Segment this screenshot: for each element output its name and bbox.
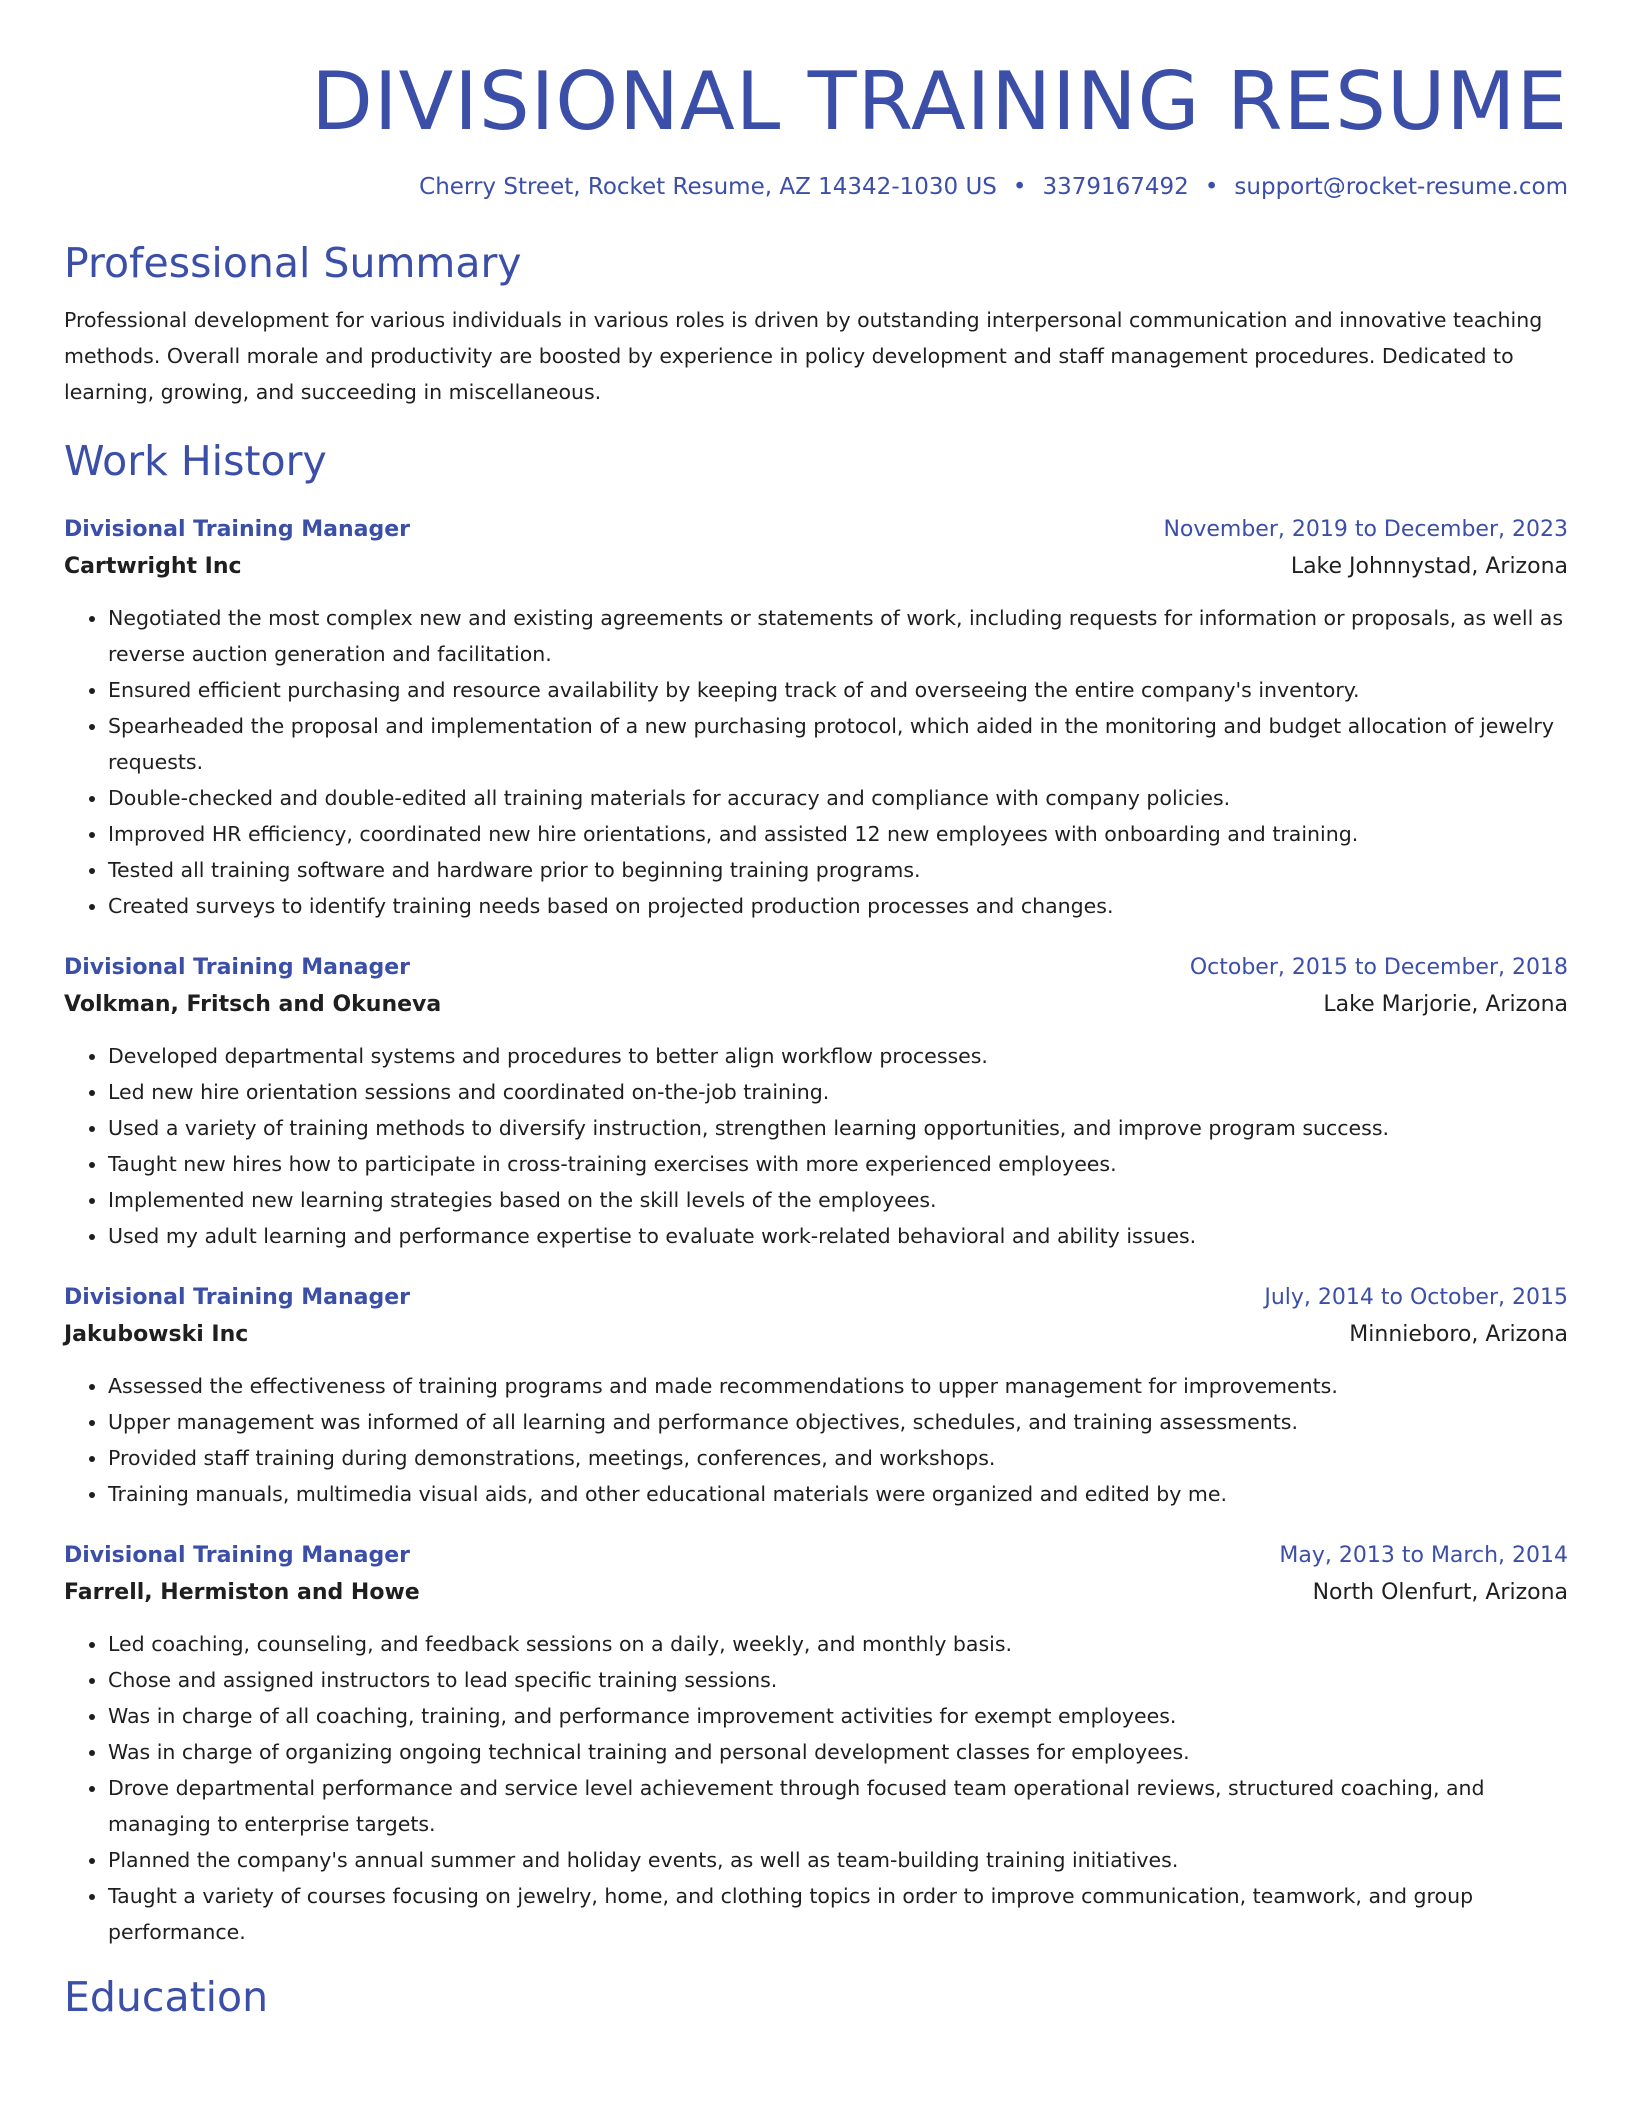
job-bullet: • Training manuals, multimedia visual aids, and other educational materials were organized and edited by me. bbox=[108, 1476, 1568, 1512]
job-dates: May, 2013 to March, 2014 bbox=[1279, 1543, 1568, 1568]
job-dates: November, 2019 to December, 2023 bbox=[1163, 517, 1568, 542]
job-dates: July, 2014 to October, 2015 bbox=[1264, 1285, 1568, 1310]
job-bullet: • Implemented new learning strategies based on the skill levels of the employees. bbox=[108, 1182, 1568, 1218]
job-bullet: • Negotiated the most complex new and existing agreements or statements of work, including requests for information or proposals, as well as reverse auction generation and facilitation. bbox=[108, 600, 1568, 672]
job-dates: October, 2015 to December, 2018 bbox=[1189, 955, 1568, 980]
resume-header bbox=[64, 0, 1568, 202]
job-list bbox=[64, 512, 1568, 1950]
job-bullet-list bbox=[64, 1626, 1568, 1950]
job-bullet: • Taught new hires how to participate in cross-training exercises with more experienced employees. bbox=[108, 1146, 1568, 1182]
job-bullet: • Assessed the effectiveness of training programs and made recommendations to upper management for improvements. bbox=[108, 1368, 1568, 1404]
job-bullet: • Ensured efficient purchasing and resource availability by keeping track of and overseeing the entire company's inventory. bbox=[108, 672, 1568, 708]
job-header-row bbox=[64, 1538, 1568, 1574]
job-company: Farrell, Hermiston and Howe bbox=[64, 1580, 420, 1605]
job-bullet: • Was in charge of all coaching, training, and performance improvement activities for exempt employees. bbox=[108, 1698, 1568, 1734]
job-bullet: • Led new hire orientation sessions and coordinated on-the-job training. bbox=[108, 1074, 1568, 1110]
job-entry bbox=[64, 512, 1568, 924]
job-company-row bbox=[64, 986, 1568, 1024]
summary-heading: Professional Summary bbox=[64, 239, 522, 287]
resume-page bbox=[64, 0, 1568, 2022]
job-bullet: • Double-checked and double-edited all training materials for accuracy and compliance with company policies. bbox=[108, 780, 1568, 816]
job-location: North Olenfurt, Arizona bbox=[1312, 1580, 1568, 1605]
job-entry bbox=[64, 950, 1568, 1254]
job-company-row bbox=[64, 1316, 1568, 1354]
job-company: Volkman, Fritsch and Okuneva bbox=[64, 992, 442, 1017]
job-bullet: • Used a variety of training methods to diversify instruction, strengthen learning opportunities, and improve program success. bbox=[108, 1110, 1568, 1146]
job-location: Minnieboro, Arizona bbox=[1349, 1322, 1568, 1347]
job-entry bbox=[64, 1538, 1568, 1950]
job-header-row bbox=[64, 1280, 1568, 1316]
job-bullet: • Was in charge of organizing ongoing technical training and personal development classes for employees. bbox=[108, 1734, 1568, 1770]
job-role: Divisional Training Manager bbox=[64, 1543, 411, 1568]
job-company-row bbox=[64, 1574, 1568, 1612]
job-bullet: • Spearheaded the proposal and implementation of a new purchasing protocol, which aided in the monitoring and budget allocation of jewelry requests. bbox=[108, 708, 1568, 780]
contact-line bbox=[64, 172, 1568, 202]
job-bullet: • Developed departmental systems and procedures to better align workflow processes. bbox=[108, 1038, 1568, 1074]
job-bullet: • Led coaching, counseling, and feedback sessions on a daily, weekly, and monthly basis. bbox=[108, 1626, 1568, 1662]
job-bullet: • Provided staff training during demonstrations, meetings, conferences, and workshops. bbox=[108, 1440, 1568, 1476]
job-header-row bbox=[64, 950, 1568, 986]
summary-text: Professional development for various individuals in various roles is driven by outstanding interpersonal communication and innovative teaching methods. Overall morale and productivity are boosted by experience in policy development and staff management procedures. Dedicated to learning, growing, and succeeding in miscellaneous. bbox=[64, 308, 1543, 404]
job-bullet: • Taught a variety of courses focusing on jewelry, home, and clothing topics in order to improve communication, teamwork, and group performance. bbox=[108, 1878, 1568, 1950]
contact-separator: • bbox=[1204, 174, 1219, 200]
job-entry bbox=[64, 1280, 1568, 1512]
contact-phone: 3379167492 bbox=[1042, 174, 1189, 200]
job-bullet: • Planned the company's annual summer and holiday events, as well as team-building training initiatives. bbox=[108, 1842, 1568, 1878]
resume-title: DIVISIONAL TRAINING RESUME bbox=[311, 55, 1568, 148]
job-bullet: • Created surveys to identify training needs based on projected production processes and changes. bbox=[108, 888, 1568, 924]
job-location: Lake Johnnystad, Arizona bbox=[1290, 554, 1568, 579]
contact-email: support@rocket-resume.com bbox=[1234, 174, 1568, 200]
job-location: Lake Marjorie, Arizona bbox=[1323, 992, 1568, 1017]
job-bullet-list bbox=[64, 600, 1568, 924]
job-bullet: • Chose and assigned instructors to lead specific training sessions. bbox=[108, 1662, 1568, 1698]
job-bullet-list bbox=[64, 1038, 1568, 1254]
job-bullet: • Used my adult learning and performance expertise to evaluate work-related behavioral and ability issues. bbox=[108, 1218, 1568, 1254]
contact-address: Cherry Street, Rocket Resume, AZ 14342-1030 US bbox=[419, 174, 997, 200]
job-bullet: • Improved HR efficiency, coordinated new hire orientations, and assisted 12 new employees with onboarding and training. bbox=[108, 816, 1568, 852]
contact-separator: • bbox=[1012, 174, 1027, 200]
job-header-row bbox=[64, 512, 1568, 548]
job-bullet: • Drove departmental performance and service level achievement through focused team operational reviews, structured coaching, and managing to enterprise targets. bbox=[108, 1770, 1568, 1842]
job-bullet: • Tested all training software and hardware prior to beginning training programs. bbox=[108, 852, 1568, 888]
job-role: Divisional Training Manager bbox=[64, 1285, 411, 1310]
job-bullet-list bbox=[64, 1368, 1568, 1512]
job-company: Jakubowski Inc bbox=[64, 1322, 249, 1347]
work-history-heading: Work History bbox=[64, 437, 327, 485]
job-role: Divisional Training Manager bbox=[64, 517, 411, 542]
job-company: Cartwright Inc bbox=[64, 554, 242, 579]
job-company-row bbox=[64, 548, 1568, 586]
job-role: Divisional Training Manager bbox=[64, 955, 411, 980]
education-heading: Education bbox=[64, 1973, 269, 2021]
job-bullet: • Upper management was informed of all learning and performance objectives, schedules, and training assessments. bbox=[108, 1404, 1568, 1440]
